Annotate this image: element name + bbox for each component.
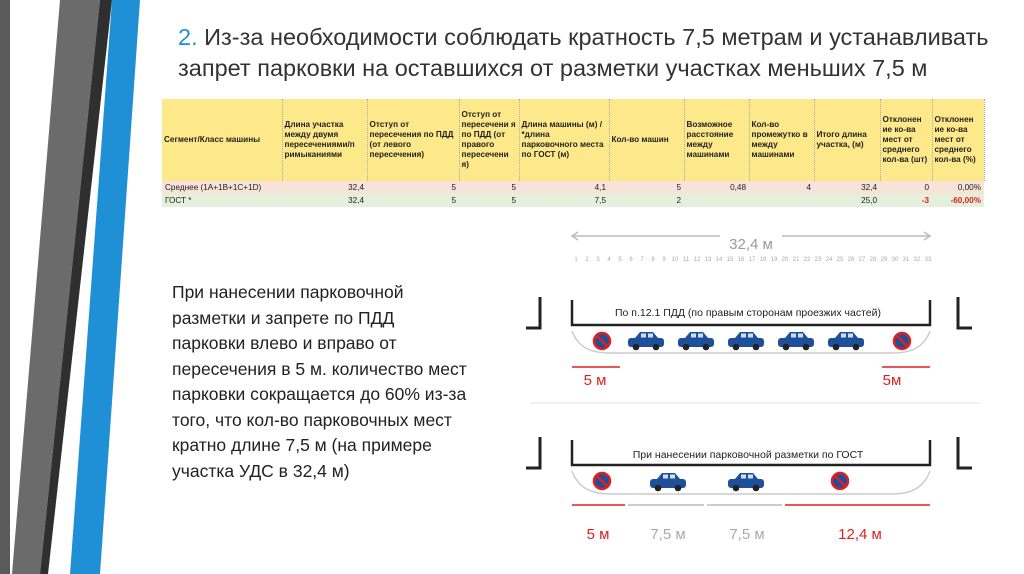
ruler-number: 20 (781, 257, 789, 263)
table-cell: 32,4 (814, 181, 880, 194)
table-cell: 5 (367, 181, 459, 194)
ruler-number: 33 (924, 257, 932, 263)
ruler-number: 19 (770, 257, 778, 263)
total-length-label: 32,4 м (729, 236, 773, 253)
top-left-dim: 5 м (583, 372, 607, 389)
ruler-number: 23 (814, 257, 822, 263)
ruler-number: 7 (640, 257, 644, 263)
ruler-number: 32 (913, 257, 921, 263)
table-cell: 0,48 (684, 181, 749, 194)
car-icon (778, 332, 814, 350)
table-cell: 4 (749, 181, 814, 194)
ruler-number: 14 (715, 257, 723, 263)
ruler-number: 6 (629, 257, 633, 263)
ruler-number: 30 (891, 257, 899, 263)
table-header-row (162, 99, 984, 181)
ruler-number: 25 (836, 257, 844, 263)
table-cell: 25,0 (814, 194, 880, 207)
top-scheme-label: По п.12.1 ПДД (по правым сторонам проезжих частей) (614, 307, 882, 319)
no-parking-sign-icon (594, 333, 610, 349)
ruler-number: 22 (803, 257, 811, 263)
table-cell: 32,4 (282, 194, 367, 207)
ruler-number: 4 (607, 257, 611, 263)
bottom-dim: 5 м (586, 526, 610, 543)
ruler-number: 9 (662, 257, 666, 263)
table-cell: Среднее (1А+1В+1С+1D) (162, 181, 282, 194)
car-icon (650, 473, 686, 491)
ruler-number: 11 (682, 257, 690, 263)
parking-diagram (520, 215, 990, 555)
ruler-number: 18 (759, 257, 767, 263)
table-cell: -60,00% (932, 194, 984, 207)
title-number: 2. (178, 24, 198, 50)
table-header: Отклонен ие ко-ва мест от среднего кол-ва (%) (932, 99, 984, 181)
ruler-number: 29 (880, 257, 888, 263)
table-cell: 7,5 (519, 194, 609, 207)
ruler-number: 28 (869, 257, 877, 263)
ruler-number: 15 (726, 257, 734, 263)
bottom-dim: 7,5 м (729, 526, 765, 543)
table-cell (684, 194, 749, 207)
table-cell (749, 194, 814, 207)
ruler-number: 16 (737, 257, 745, 263)
decorative-stripes (0, 0, 150, 574)
table-header: Отклонен ие ко-ва мест от среднего кол-ва (шт) (880, 99, 932, 181)
table-cell: 5 (459, 181, 519, 194)
slide-title (178, 22, 1008, 84)
table-cell: 5 (367, 194, 459, 207)
data-table (162, 99, 985, 207)
car-icon (678, 332, 714, 350)
table-header: Кол-во машин (609, 99, 684, 181)
ruler-number: 31 (902, 257, 910, 263)
car-icon (628, 332, 664, 350)
ruler-number: 3 (596, 257, 600, 263)
ruler-number: 1 (574, 257, 578, 263)
table-cell: 5 (609, 181, 684, 194)
title-text: Из-за необходимости соблюдать кратность 7,5 метрам и устанавливать запрет парковки на оставшихся от разметки участках меньших 7,5 м (178, 24, 989, 81)
ruler-number: 2 (585, 257, 589, 263)
table-cell: 5 (459, 194, 519, 207)
ruler-number: 21 (792, 257, 800, 263)
table-cell: 0 (880, 181, 932, 194)
table-header: Длина участка между двумя пересечениями/п римыканиями (282, 99, 367, 181)
table-cell: -3 (880, 194, 932, 207)
no-parking-sign-icon (594, 473, 610, 489)
ruler-number: 27 (858, 257, 866, 263)
bottom-dim: 12,4 м (838, 526, 882, 543)
table-cell: 32,4 (282, 181, 367, 194)
car-icon (728, 473, 764, 491)
ruler-number: 17 (748, 257, 756, 263)
table-header: Сегмент/Класс машины (162, 99, 282, 181)
no-parking-sign-icon (832, 473, 848, 489)
ruler-number: 24 (825, 257, 833, 263)
ruler-number: 8 (651, 257, 655, 263)
bottom-scheme-label: При нанесении парковочной разметки по ГОСТ (632, 449, 864, 461)
table-cell: 0,00% (932, 181, 984, 194)
car-icon (728, 332, 764, 350)
ruler-number: 13 (704, 257, 712, 263)
table-cell: 2 (609, 194, 684, 207)
top-right-dim: 5м (882, 372, 902, 389)
table-header: Кол-во промежутко в между машинами (749, 99, 814, 181)
table-header: Отступ от пересечени я по ПДД (от правого пересечени я) (459, 99, 519, 181)
no-parking-sign-icon (894, 333, 910, 349)
ruler-number: 5 (618, 257, 622, 263)
ruler-scale (574, 257, 932, 263)
car-icon (828, 332, 864, 350)
bottom-dim: 7,5 м (650, 526, 686, 543)
ruler-number: 10 (671, 257, 679, 263)
ruler-number: 12 (693, 257, 701, 263)
body-text: При нанесении парковочной разметки и запрете по ПДД парковки влево и вправо от пересечения в 5 м. количество мест парковки сокращается до 60% из-за того, что кол-во парковочных мест кратно длине 7,5 м (на примере участка УДС в 32,4 м) (172, 282, 467, 481)
table-header: Итого длина участка, (м) (814, 99, 880, 181)
table-cell: 4,1 (519, 181, 609, 194)
table-row (162, 181, 984, 194)
table-cell: ГОСТ * (162, 194, 282, 207)
table-header: Длина машины (м) / *длина парковочного места по ГОСТ (м) (519, 99, 609, 181)
ruler-number: 26 (847, 257, 855, 263)
table-header: Отступ от пересечения по ПДД (от левого пересечения) (367, 99, 459, 181)
table-header: Возможное расстояние между машинами (684, 99, 749, 181)
table-row (162, 194, 984, 207)
